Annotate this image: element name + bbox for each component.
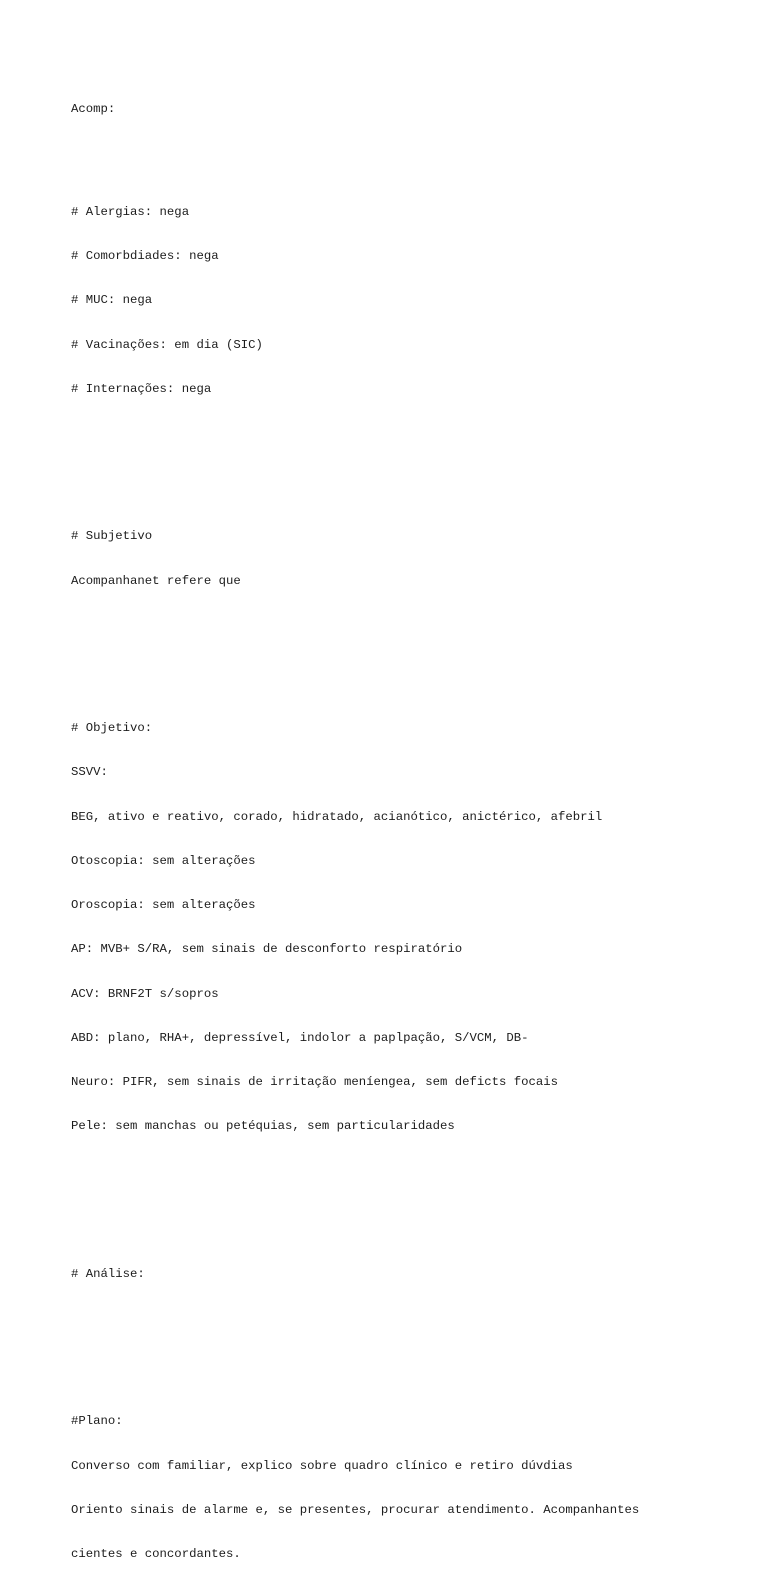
objetivo-line-oroscopia: Oroscopia: sem alterações bbox=[71, 898, 256, 912]
subjetivo-text: Acompanhanet refere que bbox=[71, 573, 241, 588]
blank-line bbox=[71, 1355, 731, 1370]
objetivo-line-neuro: Neuro: PIFR, sem sinais de irritação meníengea, sem deficts focais bbox=[71, 1075, 559, 1089]
muc-line: # MUC: nega bbox=[71, 293, 153, 308]
vacinacoes-line: # Vacinações: em dia (SIC) bbox=[71, 337, 263, 352]
objetivo-line-general: BEG, ativo e reativo, corado, hidratado, acianótico, anictérico, afebril bbox=[71, 809, 603, 824]
blank-line bbox=[71, 1208, 731, 1223]
subjetivo-heading: # Subjetivo bbox=[71, 529, 153, 544]
objetivo-line-acv: ACV: BRNF2T s/sopros bbox=[71, 986, 219, 1001]
blank-line bbox=[71, 426, 731, 441]
plano-line-2: Oriento sinais de alarme e, se presentes, procurar atendimento. Acompanhantes bbox=[71, 1502, 640, 1517]
blank-line bbox=[71, 1311, 731, 1326]
comorbidades-line: # Comorbdiades: nega bbox=[71, 249, 219, 263]
analise-heading: # Análise: bbox=[71, 1266, 145, 1281]
acomp-line: Acomp: bbox=[71, 101, 116, 116]
objetivo-line-abd: ABD: plano, RHA+, depressível, indolor a paplpação, S/VCM, DB- bbox=[71, 1030, 529, 1045]
internacoes-line: # Internações: nega bbox=[71, 381, 212, 396]
plano-line-1: Converso com familiar, explico sobre quadro clínico e retiro dúvdias bbox=[71, 1458, 573, 1473]
alergias-line: # Alergias: nega bbox=[71, 204, 190, 219]
objetivo-line-ap: AP: MVB+ S/RA, sem sinais de desconforto respiratório bbox=[71, 942, 463, 957]
blank-line bbox=[71, 146, 731, 161]
plano-heading: #Plano: bbox=[71, 1414, 123, 1429]
ssvv-line: SSVV: bbox=[71, 765, 108, 780]
blank-line bbox=[71, 470, 731, 485]
objetivo-line-pele: Pele: sem manchas ou petéquias, sem particularidades bbox=[71, 1119, 455, 1134]
objetivo-heading: # Objetivo: bbox=[71, 721, 153, 735]
plano-line-3: cientes e concordantes. bbox=[71, 1547, 241, 1561]
objetivo-line-otoscopia: Otoscopia: sem alterações bbox=[71, 853, 256, 868]
blank-line bbox=[71, 618, 731, 633]
blank-line bbox=[71, 662, 731, 677]
blank-line bbox=[71, 1164, 731, 1179]
clinical-note bbox=[71, 72, 731, 1577]
